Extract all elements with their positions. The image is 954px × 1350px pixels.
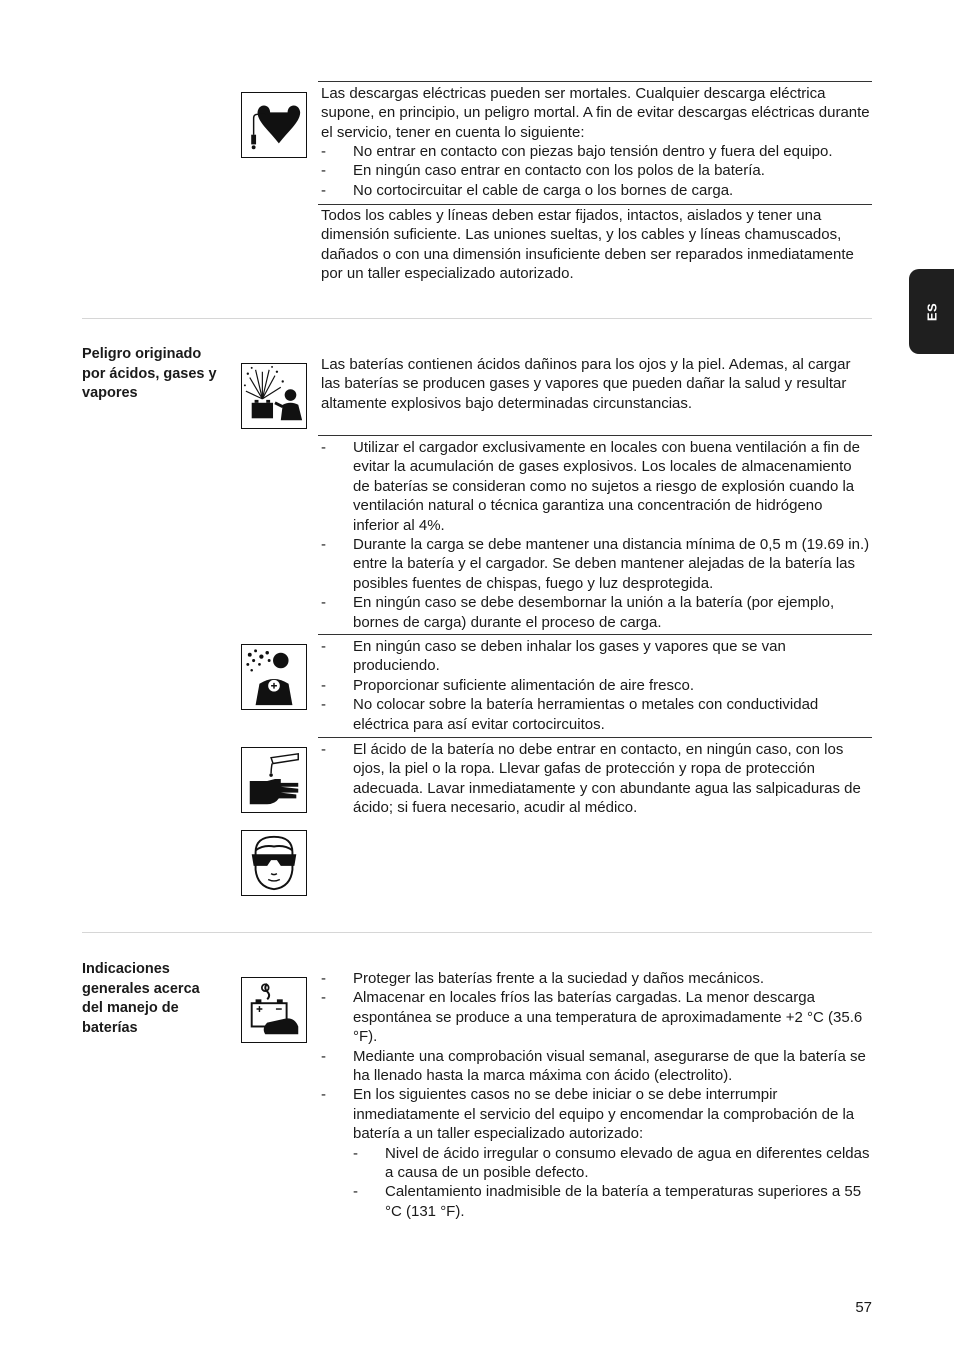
section-rule <box>318 435 872 436</box>
list-item: - El ácido de la batería no debe entrar en contacto, en ningún caso, con los ojos, la piel o la ropa. Llevar gafas de protección y ropa de protección adecuada. Lavar inmediatamente y con abundante agua las salpicaduras de ácido; si fuera necesario, acudir al médico. <box>321 740 871 818</box>
electric-intro: Las descargas eléctricas pueden ser mortales. Cualquier descarga eléctrica supone, en principio, un peligro mortal. A fin de evitar descargas eléctricas durante el servicio, tener en cuenta lo siguiente: <box>321 85 870 141</box>
list-item: - En ningún caso entrar en contacto con los polos de la batería. <box>321 161 871 180</box>
page-number: 57 <box>855 1299 872 1316</box>
explosion-hazard-icon <box>241 363 307 429</box>
language-tab <box>909 269 954 354</box>
acid-hand-icon <box>241 747 307 813</box>
section-rule <box>318 737 872 738</box>
section-rule <box>318 634 872 635</box>
handling-bullets <box>321 969 871 1221</box>
handling-sub-bullets <box>353 1144 871 1222</box>
section-rule <box>318 204 872 205</box>
list-item: - En ningún caso se debe desembornar la unión a la batería (por ejemplo, bornes de carga) durante el proceso de carga. <box>321 593 871 632</box>
heading-acids: Peligro originado por ácidos, gases y vapores <box>82 346 217 401</box>
acids-intro: Las baterías contienen ácidos dañinos para los ojos y la piel. Ademas, al cargar las baterías se producen gases y vapores que pueden dañar la salud y resultar altamente explosivos bajo determinadas circunstancias. <box>321 356 851 412</box>
list-item: - Calentamiento inadmisible de la batería a temperaturas superiores a 55 °C (131 °F). <box>353 1182 871 1221</box>
list-item: - Proporcionar suficiente alimentación de aire fresco. <box>321 676 871 695</box>
section-divider <box>82 932 872 933</box>
list-item: - En ningún caso se deben inhalar los gases y vapores que se van produciendo. <box>321 637 871 676</box>
list-item: - Durante la carga se debe mantener una distancia mínima de 0,5 m (19.69 in.) entre la batería y el cargador. Se deben mantener alejadas de la batería las posibles fuentes de chispas, fuego y luz desprotegida. <box>321 535 871 593</box>
battery-handling-icon <box>241 977 307 1043</box>
section-rule <box>318 81 872 82</box>
list-item: - Almacenar en locales fríos las baterías cargadas. La menor descarga espontánea se produce a una temperatura de aproximadamente +2 °C (35.6 °F). <box>321 988 871 1046</box>
list-item: - Nivel de ácido irregular o consumo elevado de agua en diferentes celdas a causa de un posible defecto. <box>353 1144 871 1183</box>
acids-bullets-gases <box>321 637 871 734</box>
list-item: - Mediante una comprobación visual semanal, asegurarse de que la batería se ha llenado hasta la marca máxima con ácido (electrolito). <box>321 1047 871 1086</box>
electric-bullets <box>321 142 871 200</box>
cables-paragraph: Todos los cables y líneas deben estar fijados, intactos, aislados y tener una dimensión suficiente. Las uniones sueltas, y los cables y líneas chamuscados, dañados o con una dimensión insuficiente deben ser reparados inmediatamente por un taller especializado autorizado. <box>321 207 854 283</box>
toxic-gas-icon <box>241 644 307 710</box>
pacemaker-heart-icon <box>241 92 307 158</box>
heading-handling: Indicaciones generales acerca del manejo de baterías <box>82 961 200 1036</box>
list-item: - No cortocircuitar el cable de carga o los bornes de carga. <box>321 181 871 200</box>
list-item: - Proteger las baterías frente a la suciedad y daños mecánicos. <box>321 969 871 988</box>
safety-goggles-icon <box>241 830 307 896</box>
list-item: - No colocar sobre la batería herramientas o metales con conductividad eléctrica para así evitar cortocircuitos. <box>321 695 871 734</box>
language-tab-label: ES <box>924 302 939 321</box>
acids-bullets-ventilation <box>321 438 871 632</box>
list-item: - No entrar en contacto con piezas bajo tensión dentro y fuera del equipo. <box>321 142 871 161</box>
list-item: - Utilizar el cargador exclusivamente en locales con buena ventilación a fin de evitar la acumulación de gases explosivos. Los locales de almacenamiento de baterías se consideran como no sujetos a riesgo de explosión cuando la ventilación natural o técnica garantiza una concentración de hidrógeno inferior al 4%. <box>321 438 871 535</box>
list-item <box>321 1085 871 1221</box>
acids-bullets-skin <box>321 740 871 818</box>
section-divider <box>82 318 872 319</box>
list-item-text: En los siguientes casos no se debe iniciar o se debe interrumpir inmediatamente el servicio del equipo y encomendar la comprobación de la batería a un taller especializado autorizado: <box>353 1086 855 1143</box>
